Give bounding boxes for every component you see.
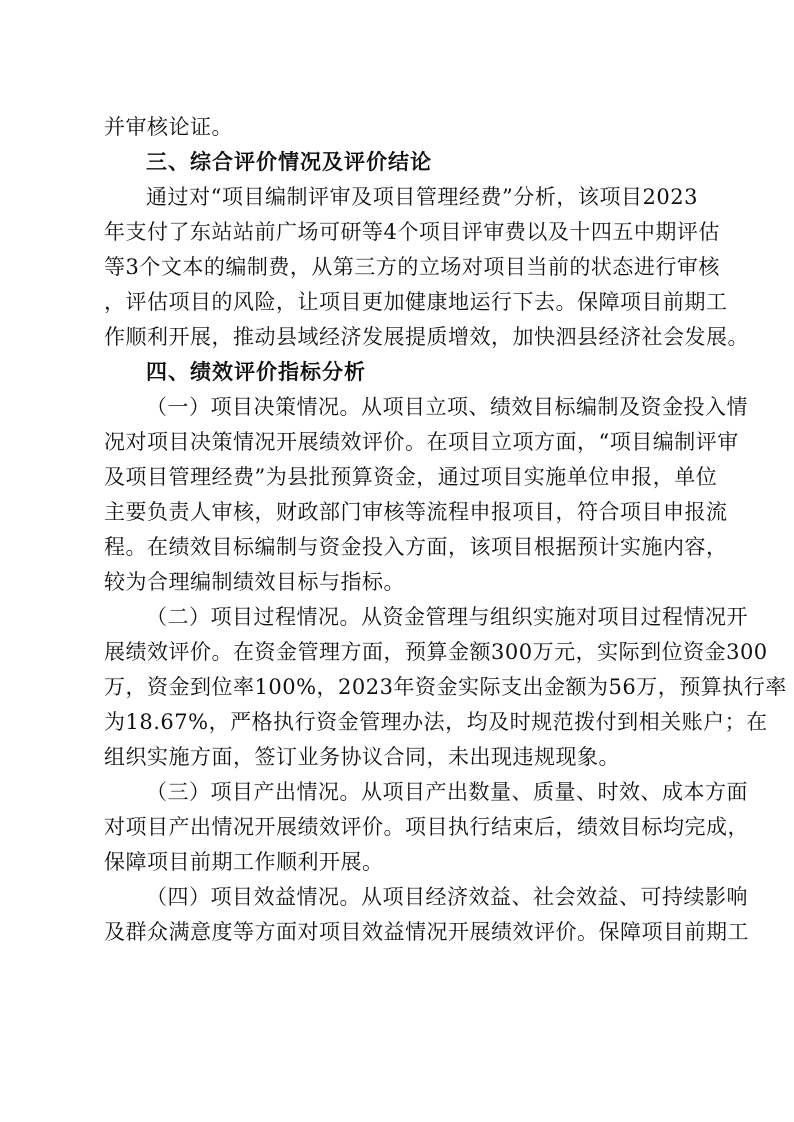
text-line: ，评估项目的风险，让项目更加健康地运行下去。保障项目前期工 xyxy=(104,290,728,314)
text-line: （二）项目过程情况。从资金管理与组织实施对项目过程情况开 xyxy=(146,605,748,629)
section-heading: 三、综合评价情况及评价结论 xyxy=(146,150,432,174)
text-line: （三）项目产出情况。从项目产出数量、质量、时效、成本方面 xyxy=(146,780,748,804)
text-line: 较为合理编制绩效目标与指标。 xyxy=(104,570,405,594)
text-line: 况对项目决策情况开展绩效评价。在项目立项方面，“项目编制评审 xyxy=(104,430,739,454)
text-line: 万，资金到位率100%，2023年资金实际支出金额为56万，预算执行率 xyxy=(104,675,787,699)
text-line: 组织实施方面，签订业务协议合同，未出现违规现象。 xyxy=(104,745,620,769)
text-line: （四）项目效益情况。从项目经济效益、社会效益、可持续影响 xyxy=(146,885,748,909)
text-line: （一）项目决策情况。从项目立项、绩效目标编制及资金投入情 xyxy=(146,395,748,419)
text-line: 主要负责人审核，财政部门审核等流程申报项目，符合项目申报流 xyxy=(104,500,728,524)
text-line: 等3个文本的编制费，从第三方的立场对项目当前的状态进行审核 xyxy=(104,255,720,279)
text-line: 作顺利开展，推动县域经济发展提质增效，加快泗县经济社会发展。 xyxy=(104,325,749,349)
text-line: 年支付了东站站前广场可研等4个项目评审费以及十四五中期评估 xyxy=(104,220,720,244)
text-line: 保障项目前期工作顺利开展。 xyxy=(104,850,384,874)
text-line: 展绩效评价。在资金管理方面，预算金额300万元，实际到位资金300 xyxy=(104,640,768,664)
text-line: 对项目产出情况开展绩效评价。项目执行结束后，绩效目标均完成， xyxy=(104,815,749,839)
text-line: 为18.67%，严格执行资金管理办法，均及时规范拨付到相关账户；在 xyxy=(104,710,768,734)
text-line: 并审核论证。 xyxy=(104,115,233,139)
text-line: 程。在绩效目标编制与资金投入方面，该项目根据预计实施内容， xyxy=(104,535,728,559)
section-heading: 四、绩效评价指标分析 xyxy=(146,360,366,384)
text-line: 及项目管理经费”为县批预算资金，通过项目实施单位申报，单位 xyxy=(104,465,718,489)
text-line: 及群众满意度等方面对项目效益情况开展绩效评价。保障项目前期工 xyxy=(104,920,749,944)
text-line: 通过对“项目编制评审及项目管理经费”分析，该项目2023 xyxy=(146,185,698,209)
